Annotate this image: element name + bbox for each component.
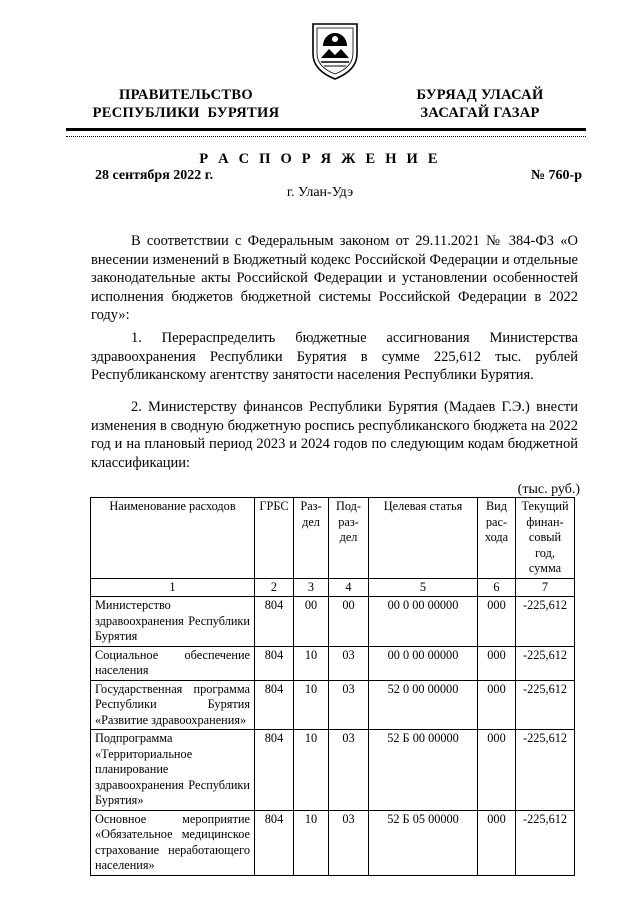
document-city: г. Улан-Удэ: [286, 185, 354, 200]
government-name-ru-line1: ПРАВИТЕЛЬСТВО: [119, 87, 253, 103]
row-name: Государственная программа Республики Бурятия «Развитие здравоохранения»: [91, 680, 255, 730]
row-target-article: 00 0 00 00000: [369, 646, 478, 680]
row-grbs: 804: [255, 597, 294, 647]
row-name: Подпрограмма «Территориальное планирование здравоохранения Республики Бурятия»: [91, 730, 255, 811]
row-amount: -225,612: [516, 810, 575, 875]
row-name: Основное мероприятие «Обязательное медицинское страхование неработающего населения»: [91, 810, 255, 875]
header-cell: Текущий финан-совый год, сумма: [516, 498, 575, 579]
table-row: [91, 597, 575, 647]
budget-table: [90, 497, 575, 876]
row-section: 10: [294, 730, 329, 811]
government-name-ru-line2: РЕСПУБЛИКИ БУРЯТИЯ: [92, 105, 280, 121]
row-expense-type: 000: [478, 680, 516, 730]
table-row: [91, 680, 575, 730]
government-name-bua-line1: БУРЯАД УЛАСАЙ: [416, 87, 544, 103]
row-section: 10: [294, 646, 329, 680]
table-row: [91, 810, 575, 875]
row-amount: -225,612: [516, 597, 575, 647]
table-row: [91, 730, 575, 811]
row-grbs: 804: [255, 646, 294, 680]
index-cell: 1: [91, 578, 255, 597]
table-index-row: [91, 578, 575, 597]
index-cell: 6: [478, 578, 516, 597]
table-header-row: [91, 498, 575, 579]
coat-of-arms-icon: [309, 18, 361, 80]
row-section: 10: [294, 680, 329, 730]
row-expense-type: 000: [478, 810, 516, 875]
row-target-article: 52 Б 05 00000: [369, 810, 478, 875]
document-date: 28 сентября 2022 г.: [95, 168, 214, 183]
row-subsection: 03: [329, 810, 369, 875]
row-target-article: 52 Б 00 00000: [369, 730, 478, 811]
header-cell: Вид рас-хода: [478, 498, 516, 579]
clause-1-paragraph: 1. Перераспределить бюджетные ассигнования Министерства здравоохранения Республики Бурятия в сумме 225,612 тыс. рублей Республиканскому агентству занятости населения Республики Бурятия.: [91, 330, 578, 383]
government-name-bua: [395, 86, 565, 122]
clause-2-paragraph: 2. Министерству финансов Республики Бурятия (Мадаев Г.Э.) внести изменения в сводную бюджетную роспись республиканского бюджета на 2022 год и на плановый период 2023 и 2024 годов по следующим кодам бюджетной классификации:: [91, 399, 578, 471]
row-expense-type: 000: [478, 597, 516, 647]
government-name-bua-line2: ЗАСАГАЙ ГАЗАР: [420, 105, 540, 121]
header-cell: Наименование расходов: [91, 498, 255, 579]
table-unit: (тыс. руб.): [517, 482, 580, 497]
header-cell: Целевая статья: [369, 498, 478, 579]
index-cell: 7: [516, 578, 575, 597]
index-cell: 4: [329, 578, 369, 597]
row-subsection: 03: [329, 646, 369, 680]
row-name: Министерство здравоохранения Республики Бурятия: [91, 597, 255, 647]
index-cell: 3: [294, 578, 329, 597]
row-expense-type: 000: [478, 646, 516, 680]
header-rule: [66, 128, 586, 131]
row-subsection: 00: [329, 597, 369, 647]
preamble-paragraph: В соответствии с Федеральным законом от 29.11.2021 № 384-ФЗ «О внесении изменений в Бюджетный кодекс Российской Федерации и отдельные законодательные акты Российской Федерации и установлении особенностей исполнения бюджетов бюджетной системы Российской Федерации в 2022 году»:: [91, 233, 578, 323]
row-grbs: 804: [255, 680, 294, 730]
index-cell: 5: [369, 578, 478, 597]
document-type: Р А С П О Р Я Ж Е Н И Е: [199, 151, 441, 167]
header-cell: ГРБС: [255, 498, 294, 579]
row-target-article: 52 0 00 00000: [369, 680, 478, 730]
header-cell: Раз-дел: [294, 498, 329, 579]
document-number: № 760-р: [530, 168, 582, 183]
row-amount: -225,612: [516, 646, 575, 680]
row-target-article: 00 0 00 00000: [369, 597, 478, 647]
header-dotted-rule: [66, 136, 586, 137]
row-section: 00: [294, 597, 329, 647]
row-expense-type: 000: [478, 730, 516, 811]
row-grbs: 804: [255, 810, 294, 875]
header-cell: Под-раз-дел: [329, 498, 369, 579]
row-section: 10: [294, 810, 329, 875]
row-amount: -225,612: [516, 680, 575, 730]
government-name-ru: [88, 86, 284, 122]
row-name: Социальное обеспечение населения: [91, 646, 255, 680]
row-subsection: 03: [329, 730, 369, 811]
row-subsection: 03: [329, 680, 369, 730]
row-grbs: 804: [255, 730, 294, 811]
table-row: [91, 646, 575, 680]
index-cell: 2: [255, 578, 294, 597]
row-amount: -225,612: [516, 730, 575, 811]
